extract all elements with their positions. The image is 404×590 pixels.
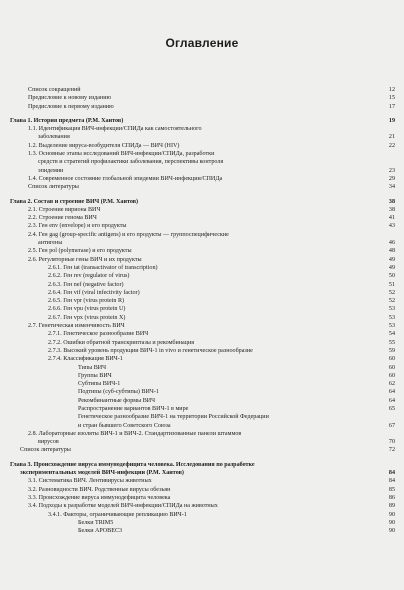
toc-entry-row bbox=[0, 486, 404, 494]
toc-page-number: 62 bbox=[388, 381, 395, 388]
toc-entry-row bbox=[0, 355, 404, 363]
toc-entry-text: Генетическое разнообразие ВИЧ-1 на территории Российской Федерации bbox=[78, 414, 269, 421]
toc-page-number: 51 bbox=[388, 281, 395, 288]
toc-entry-row bbox=[0, 125, 404, 133]
toc-entry-text: 2.4. Ген gag (group-specific antigens) и его продукты — группоспецифические bbox=[28, 231, 229, 238]
toc-entry-text: Субтипы ВИЧ-1 bbox=[78, 381, 121, 388]
toc-page-number: 54 bbox=[388, 331, 395, 338]
toc-entry-text: 1.4. Современное состояние глобальной эпидемии ВИЧ-инфекции/СПИДа bbox=[28, 175, 223, 182]
toc-entry-row bbox=[0, 86, 404, 94]
toc-entry-row bbox=[0, 214, 404, 222]
toc-page-number: 84 bbox=[388, 470, 395, 477]
toc-entry-text: 1.3. Основные этапы исследований ВИЧ-инфекции/СПИДа, разработки bbox=[28, 151, 215, 158]
toc-page-number: 23 bbox=[388, 167, 395, 174]
toc-entry-row bbox=[0, 289, 404, 297]
toc-entry-row bbox=[0, 183, 404, 191]
toc-entry-text: 2.8. Лабораторные изоляты ВИЧ-1 и ВИЧ-2. Стандартизованные панели штаммов bbox=[28, 430, 242, 437]
toc-entry-row bbox=[0, 256, 404, 264]
toc-page-number: 53 bbox=[388, 306, 395, 313]
toc-entry-text: 2.7. Генетическая изменчивость ВИЧ bbox=[28, 323, 125, 330]
toc-entry-text: Предисловие к новому изданию bbox=[28, 95, 112, 102]
toc-entry-row bbox=[0, 305, 404, 313]
toc-entry-text: 2.7.2. Ошибки обратной транскриптазы и рекомбинация bbox=[48, 339, 195, 346]
toc-page-number: 64 bbox=[388, 397, 395, 404]
toc-entry-text: заболевания bbox=[38, 134, 70, 141]
toc-entry-text: 2.6.5. Ген vpr (virus protein R) bbox=[48, 298, 125, 305]
toc-page-number: 48 bbox=[388, 248, 395, 255]
toc-entry-row bbox=[0, 347, 404, 355]
toc-entry-row bbox=[0, 297, 404, 305]
toc-chapter-row bbox=[0, 461, 404, 469]
toc-entry-row bbox=[0, 264, 404, 272]
toc-page-number: 60 bbox=[388, 364, 395, 371]
toc-page-number: 59 bbox=[388, 347, 395, 354]
toc-page-number: 90 bbox=[388, 519, 395, 526]
toc-entry-text: антигены bbox=[38, 240, 63, 247]
toc-chapter-row bbox=[0, 198, 404, 206]
toc-entry-row bbox=[0, 397, 404, 405]
toc-entry-row bbox=[0, 511, 404, 519]
toc-entry-text: Типы ВИЧ bbox=[78, 364, 107, 371]
toc-page-number: 90 bbox=[388, 511, 395, 518]
toc-entry-text: Список литературы bbox=[28, 184, 79, 191]
table-of-contents bbox=[0, 86, 404, 535]
toc-entry-text: Предисловие к первому изданию bbox=[28, 103, 114, 110]
toc-entry-text: 1.1. Идентификация ВИЧ-инфекции/СПИДа как самостоятельного bbox=[28, 126, 202, 133]
toc-page-number: 34 bbox=[388, 184, 395, 191]
toc-entry-text: 3.2. Разновидности ВИЧ. Родственные вирусы обезьян bbox=[28, 486, 171, 493]
toc-entry-text: 3.1. Систематика ВИЧ. Лентивирусы животных bbox=[28, 478, 152, 485]
toc-entry-row bbox=[0, 158, 404, 166]
toc-page-number: 60 bbox=[388, 356, 395, 363]
toc-page-number: 67 bbox=[388, 422, 395, 429]
toc-entry-text: 2.6.7. Ген vpx (virus protein X) bbox=[48, 314, 126, 321]
toc-entry-text: средств и стратегий профилактики заболевания, перспективы контроля bbox=[38, 159, 224, 166]
toc-entry-text: 3.3. Происхождение вируса иммунодефицита человека bbox=[28, 494, 171, 501]
toc-entry-text: Глава 3. Происхождение вируса иммунодефицита человека. Исследования по разработке bbox=[10, 461, 255, 468]
toc-entry-text: 2.6.1. Ген tat (transactivator of transcription) bbox=[48, 264, 158, 271]
toc-entry-row bbox=[0, 519, 404, 527]
toc-entry-row bbox=[0, 272, 404, 280]
toc-entry-text: Список литературы bbox=[20, 447, 71, 454]
toc-page-number: 50 bbox=[388, 273, 395, 280]
toc-entry-text: 2.5. Ген pol (polymerase) и его продукты bbox=[28, 248, 132, 255]
toc-page-number: 49 bbox=[388, 256, 395, 263]
toc-entry-row bbox=[0, 150, 404, 158]
toc-entry-text: эпидемии bbox=[38, 167, 64, 174]
toc-page-number: 49 bbox=[388, 264, 395, 271]
toc-entry-text: и стран бывшего Советского Союза bbox=[78, 422, 171, 429]
toc-entry-text: 2.6.4. Ген vif (viral infectivity factor) bbox=[48, 289, 140, 296]
toc-entry-text: 2.6. Регуляторные гены ВИЧ и их продукты bbox=[28, 256, 142, 263]
toc-entry-text: 2.7.4. Классификация ВИЧ-1 bbox=[48, 356, 123, 363]
toc-page-number: 38 bbox=[388, 206, 395, 213]
toc-entry-text: 2.3. Ген env (envelope) и его продукты bbox=[28, 223, 127, 230]
toc-entry-row bbox=[0, 231, 404, 239]
toc-entry-row bbox=[0, 281, 404, 289]
toc-page-number: 22 bbox=[388, 142, 395, 149]
toc-page-number: 46 bbox=[388, 240, 395, 247]
toc-entry-row bbox=[0, 388, 404, 396]
toc-entry-row bbox=[0, 322, 404, 330]
toc-entry-text: 2.2. Строение генома ВИЧ bbox=[28, 215, 97, 222]
toc-entry-row bbox=[0, 413, 404, 421]
toc-entry-row bbox=[0, 477, 404, 485]
toc-page-number: 90 bbox=[388, 528, 395, 535]
toc-entry-text: 1.2. Выделение вируса-возбудителя СПИДа — ВИЧ (HIV) bbox=[28, 142, 180, 149]
toc-entry-text: Список сокращений bbox=[28, 87, 81, 93]
toc-page-number: 53 bbox=[388, 323, 395, 330]
toc-entry-row bbox=[0, 380, 404, 388]
toc-entry-text: 2.6.6. Ген vpu (virus protein U) bbox=[48, 306, 126, 313]
toc-entry-text: Глава 2. Состав и строение ВИЧ (Р.М. Хаитов) bbox=[10, 198, 139, 205]
toc-page-number: 85 bbox=[388, 486, 395, 493]
toc-page-number: 89 bbox=[388, 503, 395, 510]
toc-entry-row bbox=[0, 175, 404, 183]
toc-page-number: 53 bbox=[388, 314, 395, 321]
toc-entry-row bbox=[0, 527, 404, 535]
toc-page-number: 72 bbox=[388, 447, 395, 454]
toc-entry-row bbox=[0, 206, 404, 214]
toc-entry-row bbox=[0, 430, 404, 438]
toc-chapter-row bbox=[0, 117, 404, 125]
toc-page-number: 38 bbox=[388, 198, 395, 205]
toc-entry-row bbox=[0, 314, 404, 322]
toc-entry-row bbox=[0, 222, 404, 230]
toc-entry-row bbox=[0, 502, 404, 510]
toc-entry-row bbox=[0, 142, 404, 150]
toc-entry-text: 2.1. Строение вириона ВИЧ bbox=[28, 206, 101, 213]
toc-page-number: 52 bbox=[388, 289, 395, 296]
toc-entry-text: Распространение вариантов ВИЧ-1 в мире bbox=[78, 405, 189, 412]
toc-entry-row bbox=[0, 167, 404, 175]
toc-page-number: 65 bbox=[388, 405, 395, 412]
toc-entry-text: экспериментальных моделей ВИЧ-инфекции (Р.М. Хаитов) bbox=[20, 470, 184, 477]
toc-entry-row bbox=[0, 339, 404, 347]
toc-entry-text: Белки TRIM5 bbox=[78, 519, 114, 526]
toc-page-number: 84 bbox=[388, 478, 395, 485]
toc-page-number: 15 bbox=[388, 95, 395, 102]
toc-entry-row bbox=[0, 247, 404, 255]
toc-page-number: 52 bbox=[388, 298, 395, 305]
toc-entry-row bbox=[0, 372, 404, 380]
toc-entry-row bbox=[0, 239, 404, 247]
toc-entry-text: 2.6.3. Ген nef (negative factor) bbox=[48, 281, 124, 288]
toc-page-number: 19 bbox=[388, 117, 395, 124]
toc-entry-row bbox=[0, 422, 404, 430]
toc-entry-row bbox=[0, 494, 404, 502]
toc-entry-row bbox=[0, 94, 404, 102]
toc-entry-text: 3.4.1. Факторы, ограничивающие репликацию ВИЧ-1 bbox=[48, 511, 187, 518]
toc-page-number: 55 bbox=[388, 339, 395, 346]
toc-page-number: 21 bbox=[388, 134, 395, 141]
toc-entry-row bbox=[0, 330, 404, 338]
toc-entry-row bbox=[0, 103, 404, 111]
toc-entry-text: 3.4. Подходы к разработке моделей ВИЧ-инфекции/СПИДа на животных bbox=[28, 503, 218, 510]
toc-page-number: 17 bbox=[388, 103, 395, 110]
toc-entry-text: 2.7.1. Генетическое разнообразие ВИЧ bbox=[48, 331, 149, 338]
toc-page-number: 86 bbox=[388, 494, 395, 501]
toc-page-number: 12 bbox=[388, 87, 395, 93]
toc-entry-text: Группы ВИЧ bbox=[78, 372, 112, 379]
toc-page-number: 43 bbox=[388, 223, 395, 230]
toc-entry-text: Глава 1. История предмета (Р.М. Хаитов) bbox=[10, 117, 124, 124]
toc-entry-text: 2.6.2. Ген rev (regulator of virus) bbox=[48, 273, 130, 280]
toc-page-number: 70 bbox=[388, 439, 395, 446]
toc-entry-text: Белки APOBEC3 bbox=[78, 528, 123, 535]
toc-page-number: 41 bbox=[388, 215, 395, 222]
toc-entry-text: вирусов bbox=[38, 439, 59, 446]
toc-page-number: 60 bbox=[388, 372, 395, 379]
toc-entry-text: 2.7.3. Высокий уровень продукции ВИЧ-1 in vivo и генетическое разнообразие bbox=[48, 347, 253, 354]
toc-entry-row bbox=[0, 133, 404, 141]
toc-entry-text: Подтипы (суб-субтипы) ВИЧ-1 bbox=[78, 389, 159, 396]
toc-entry-row bbox=[0, 364, 404, 372]
toc-entry-row bbox=[0, 438, 404, 446]
toc-entry-row bbox=[0, 446, 404, 454]
toc-page-number: 29 bbox=[388, 175, 395, 182]
toc-chapter-row bbox=[0, 469, 404, 477]
toc-page-number: 64 bbox=[388, 389, 395, 396]
toc-entry-text: Рекомбинантные формы ВИЧ bbox=[78, 397, 156, 404]
toc-entry-row bbox=[0, 405, 404, 413]
page-title: Оглавление bbox=[165, 36, 239, 50]
